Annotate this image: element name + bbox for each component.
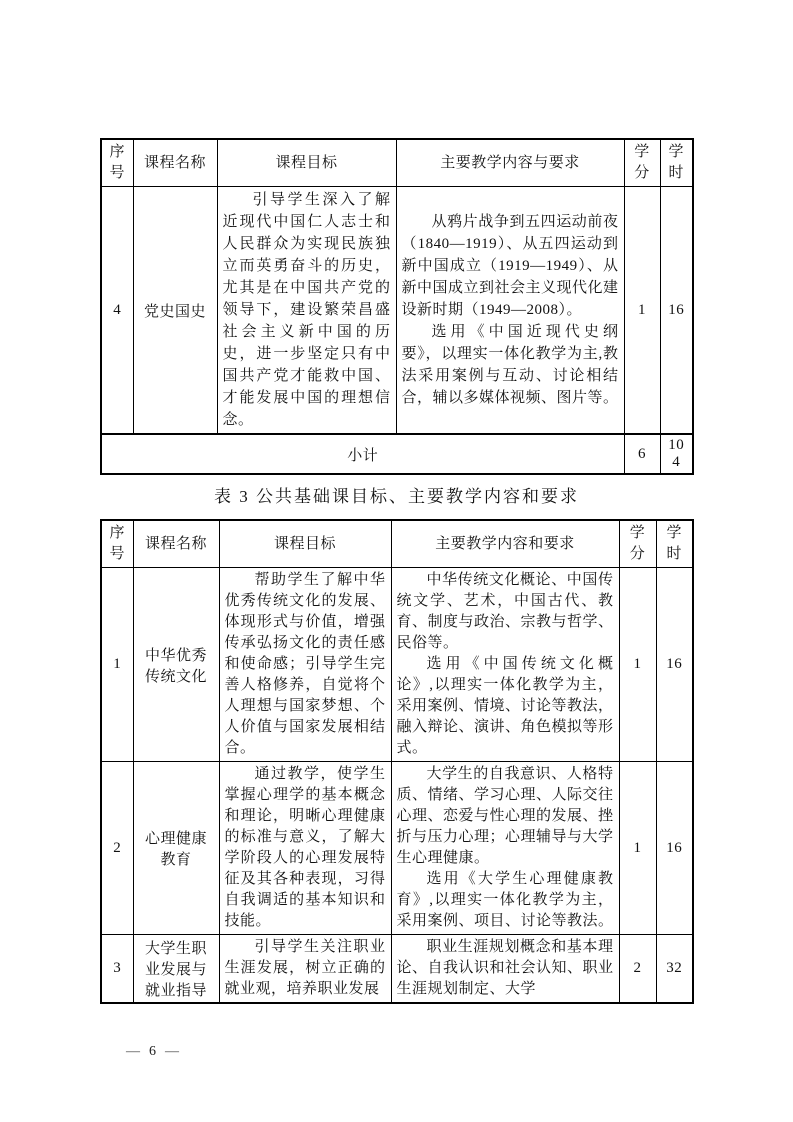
table-row-course-2: [101, 762, 693, 935]
cell-credits: 1: [624, 187, 660, 435]
header-hours: 学时: [656, 520, 693, 568]
subtotal-hours: 104: [660, 434, 693, 474]
cell-objective: [219, 568, 391, 762]
table-public-basic-courses: [100, 519, 694, 1004]
subtotal-row: [101, 434, 693, 474]
table-row-course-4: [101, 187, 693, 435]
cell-objective: [219, 762, 391, 935]
subtotal-label: 小计: [101, 434, 624, 474]
page-number: 6: [149, 1044, 156, 1059]
cell-course-name: 党史国史: [133, 187, 217, 435]
table1-header-row: [101, 139, 693, 187]
table3-caption: 表 3 公共基础课目标、主要教学内容和要求: [214, 487, 579, 506]
header-credits: 学分: [619, 520, 656, 568]
header-course-name: 课程名称: [133, 139, 217, 187]
header-content: 主要教学内容和要求: [391, 520, 619, 568]
footer-dash-left: —: [126, 1044, 140, 1059]
content-paragraph-2: 选用《中国传统文化概论》,以理实一体化教学为主，采用案例、情境、讨论等教法，融入辩论、演讲、角色模拟等形式。: [396, 656, 614, 756]
cell-content: [396, 187, 624, 435]
cell-hours: 16: [660, 187, 693, 435]
cell-objective: [219, 935, 391, 1004]
content-paragraph-1: 中华传统文化概论、中国传统文学、艺术，中国古代、教育、制度与政治、宗教与哲学、民俗等。: [396, 572, 614, 651]
cell-num: 3: [101, 935, 133, 1004]
header-num: 序号: [101, 139, 133, 187]
table-course-continued: [100, 138, 694, 475]
table-row-course-3-truncated: [101, 935, 693, 1004]
cell-content: [391, 935, 619, 1004]
content-paragraph-2: 选用《中国近现代史纲要》，以理实一体化教学为主,教法采用案例与互动、讨论相结合，辅以多媒体视频、图片等。: [401, 324, 619, 406]
cell-num: 1: [101, 568, 133, 762]
cell-course-name: 中华优秀传统文化: [133, 568, 219, 762]
content-paragraph-1: 从鸦片战争到五四运动前夜（1840—1919）、从五四运动到新中国成立（1919—1949）、从新中国成立到社会主义现代化建设新时期（1949—2008）。: [401, 214, 619, 318]
header-credits: 学分: [624, 139, 660, 187]
objective-paragraph: 帮助学生了解中华优秀传统文化的发展、体现形式与价值，增强传承弘扬文化的责任感和使命感；引导学生完善人格修养，自觉将个人理想与国家梦想、个人价值与国家发展相结合。: [224, 572, 386, 756]
cell-objective: [217, 187, 396, 435]
cell-hours: 16: [656, 568, 693, 762]
footer-dash-right: —: [165, 1044, 179, 1059]
header-num: 序号: [101, 520, 133, 568]
header-hours: 学时: [660, 139, 693, 187]
table-row-course-1: [101, 568, 693, 762]
objective-paragraph: 引导学生深入了解近现代中国仁人志士和人民群众为实现民族独立而英勇奋斗的历史，尤其是在中国共产党的领导下，建设繁荣昌盛社会主义新中国的历史，进一步坚定只有中国共产党才能救中国、才能发展中国的理想信念。: [222, 192, 391, 428]
cell-content: [391, 762, 619, 935]
cell-course-name: 大学生职业发展与就业指导: [133, 935, 219, 1004]
header-objective: 课程目标: [219, 520, 391, 568]
cell-credits: 2: [619, 935, 656, 1004]
table2-header-row: [101, 520, 693, 568]
cell-course-name: 心理健康教育: [133, 762, 219, 935]
content-paragraph-2: 选用《大学生心理健康教育》,以理实一体化教学为主，采用案例、项目、讨论等教法。: [396, 871, 614, 929]
subtotal-credits: 6: [624, 434, 660, 474]
page-footer: [126, 1044, 179, 1060]
header-content: 主要教学内容与要求: [396, 139, 624, 187]
cell-credits: 1: [619, 762, 656, 935]
cell-credits: 1: [619, 568, 656, 762]
cell-hours: 16: [656, 762, 693, 935]
content-paragraph-1: 大学生的自我意识、人格特质、情绪、学习心理、人际交往心理、恋爱与性心理的发展、挫折与压力心理；心理辅导与大学生心理健康。: [396, 766, 614, 866]
cell-num: 2: [101, 762, 133, 935]
header-course-name: 课程名称: [133, 520, 219, 568]
cell-hours: 32: [656, 935, 693, 1004]
content-paragraph-1: 职业生涯规划概念和基本理论、自我认识和社会认知、职业生涯规划制定、大学: [396, 939, 614, 997]
objective-paragraph: 通过教学，使学生掌握心理学的基本概念和理论，明晰心理健康的标准与意义，了解大学阶段人的心理发展特征及其各种表现，习得自我调适的基本知识和技能。: [224, 766, 386, 929]
cell-num: 4: [101, 187, 133, 435]
header-objective: 课程目标: [217, 139, 396, 187]
cell-content: [391, 568, 619, 762]
objective-paragraph: 引导学生关注职业生涯发展，树立正确的就业观，培养职业发展: [224, 939, 386, 997]
